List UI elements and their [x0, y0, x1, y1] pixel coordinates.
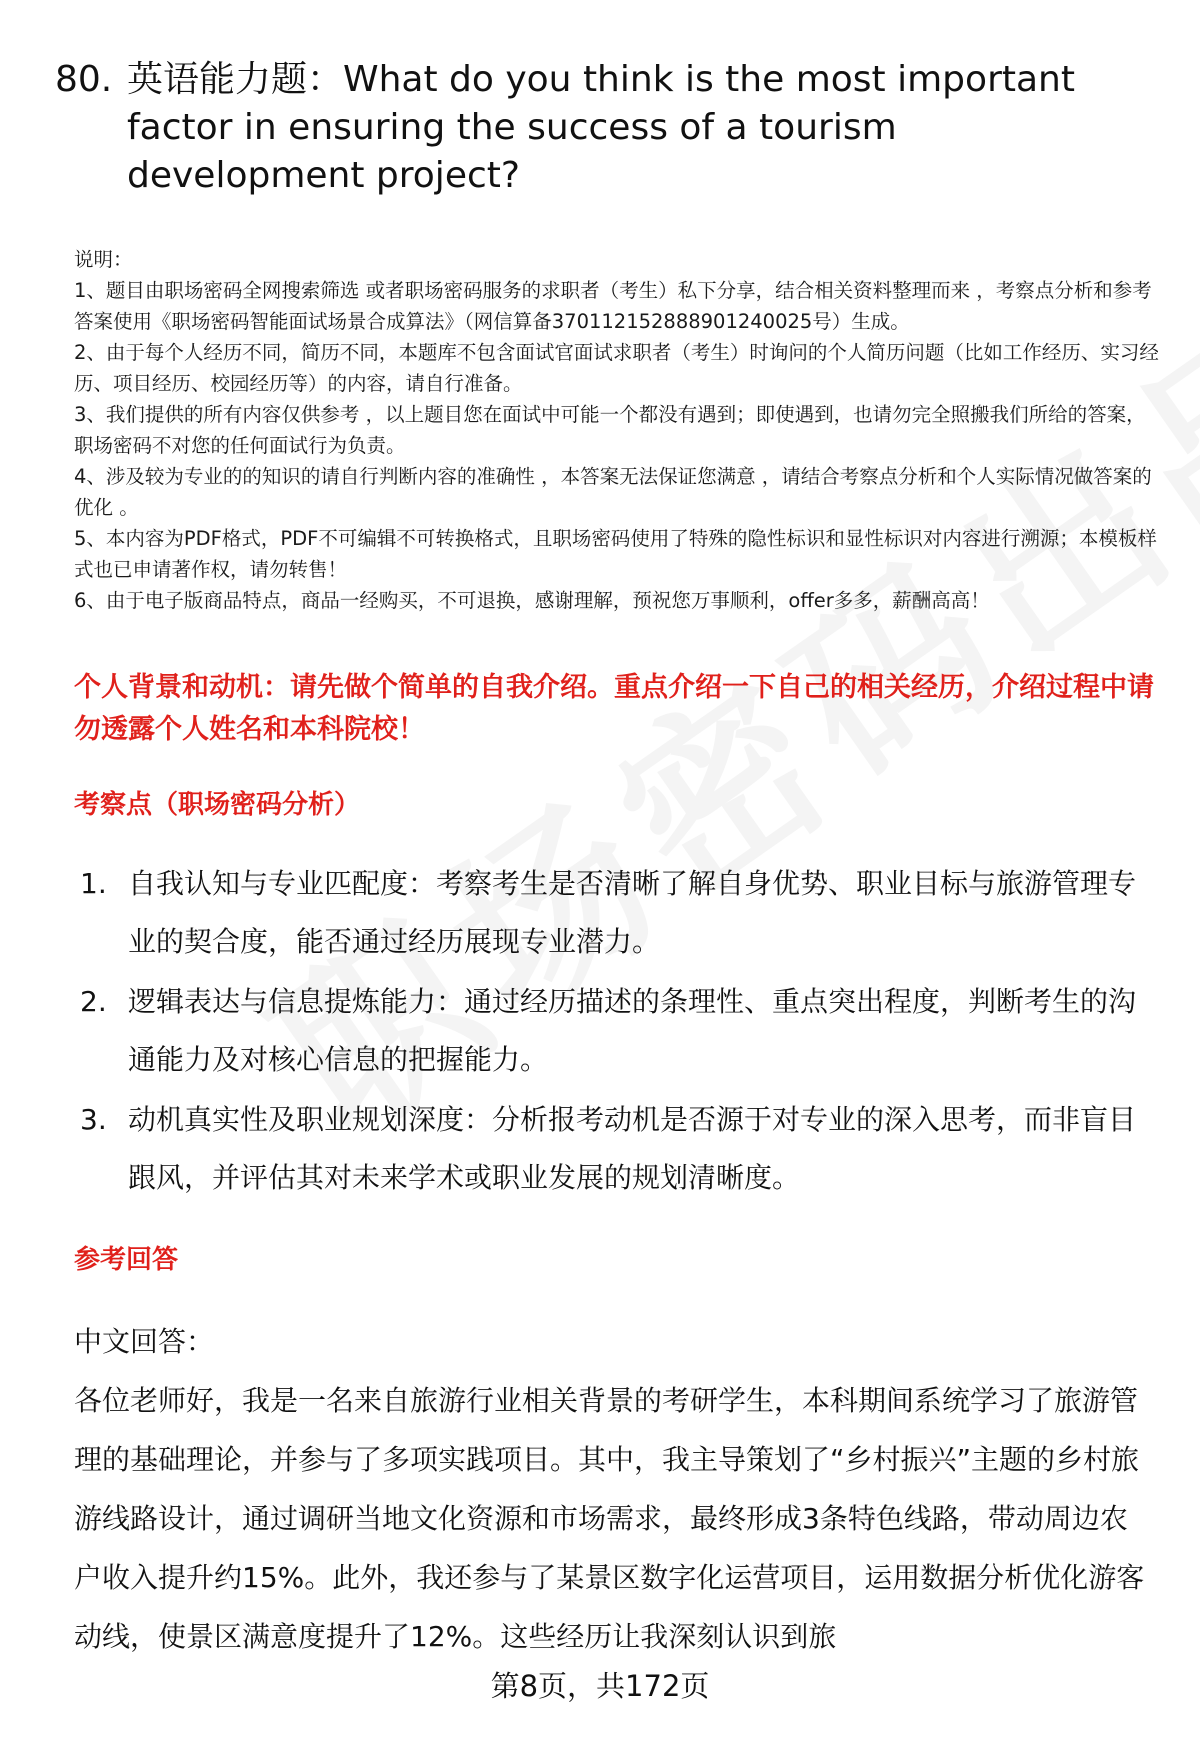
- question-text: 英语能力题：What do you think is the most important factor in ensuring the success of a tourism development project?: [127, 59, 1075, 196]
- list-item: [80, 1091, 1160, 1207]
- answer-body: 各位老师好，我是一名来自旅游行业相关背景的考研学生，本科期间系统学习了旅游管理的基础理论，并参与了多项实践项目。其中，我主导策划了“乡村振兴”主题的乡村旅游线路设计，通过调研当地文化资源和市场需求，最终形成3条特色线路，带动周边农户收入提升约15%。此外，我还参与了某景区数字化运营项目，运用数据分析优化游客动线，使景区满意度提升了12%。这些经历让我深刻认识到旅: [74, 1384, 1145, 1653]
- interview-question: 个人背景和动机：请先做个简单的自我介绍。重点介绍一下自己的相关经历，介绍过程中请勿透露个人姓名和本科院校！: [74, 672, 1154, 745]
- question-number: 80.: [55, 59, 113, 100]
- point-number: 3.: [80, 1103, 107, 1136]
- note-item: 5、本内容为PDF格式，PDF不可编辑不可转换格式，且职场密码使用了特殊的隐性标识和显性标识对内容进行溯源；本模板样式也已申请著作权，请勿转售！: [74, 527, 1157, 581]
- notes-title: 说明：: [74, 248, 133, 271]
- question-header: [55, 56, 1165, 200]
- note-item: 2、由于每个人经历不同，简历不同，本题库不包含面试官面试求职者（考生）时询问的个人简历问题（比如工作经历、实习经历、项目经历、校园经历等）的内容，请自行准备。: [74, 341, 1159, 395]
- note-item: 4、涉及较为专业的的知识的请自行判断内容的准确性 ，本答案无法保证您满意 ，请结合考察点分析和个人实际情况做答案的优化 。: [74, 465, 1152, 519]
- point-text: 动机真实性及职业规划深度：分析报考动机是否源于对专业的深入思考，而非盲目跟风，并评估其对未来学术或职业发展的规划清晰度。: [128, 1103, 1137, 1194]
- reference-answer: [74, 1312, 1154, 1666]
- point-text: 自我认知与专业匹配度：考察考生是否清晰了解自身优势、职业目标与旅游管理专业的契合度，能否通过经历展现专业潜力。: [128, 867, 1137, 958]
- notes: [74, 244, 1164, 616]
- page-footer: 第8页，共172页: [490, 1669, 710, 1703]
- note-item: 6、由于电子版商品特点，商品一经购买，不可退换，感谢理解，预祝您万事顺利，offer多多，薪酬高高！: [74, 589, 990, 612]
- answer-label: 中文回答：: [74, 1325, 215, 1358]
- note-item: 3、我们提供的所有内容仅供参考 ，以上题目您在面试中可能一个都没有遇到；即使遇到，也请勿完全照搬我们所给的答案，职场密码不对您的任何面试行为负责。: [74, 403, 1146, 457]
- point-number: 2.: [80, 985, 107, 1018]
- analysis-points: [80, 855, 1160, 1209]
- reference-title: 参考回答: [74, 1245, 179, 1275]
- note-item: 1、题目由职场密码全网搜索筛选 或者职场密码服务的求职者（考生）私下分享，结合相关资料整理而来 ，考察点分析和参考答案使用《职场密码智能面试场景合成算法》（网信算备370112152888901240025号）生成。: [74, 279, 1152, 333]
- point-number: 1.: [80, 867, 107, 900]
- analysis-title: 考察点（职场密码分析）: [74, 790, 361, 820]
- point-text: 逻辑表达与信息提炼能力：通过经历描述的条理性、重点突出程度，判断考生的沟通能力及对核心信息的把握能力。: [128, 985, 1137, 1076]
- list-item: [80, 973, 1160, 1089]
- list-item: [80, 855, 1160, 971]
